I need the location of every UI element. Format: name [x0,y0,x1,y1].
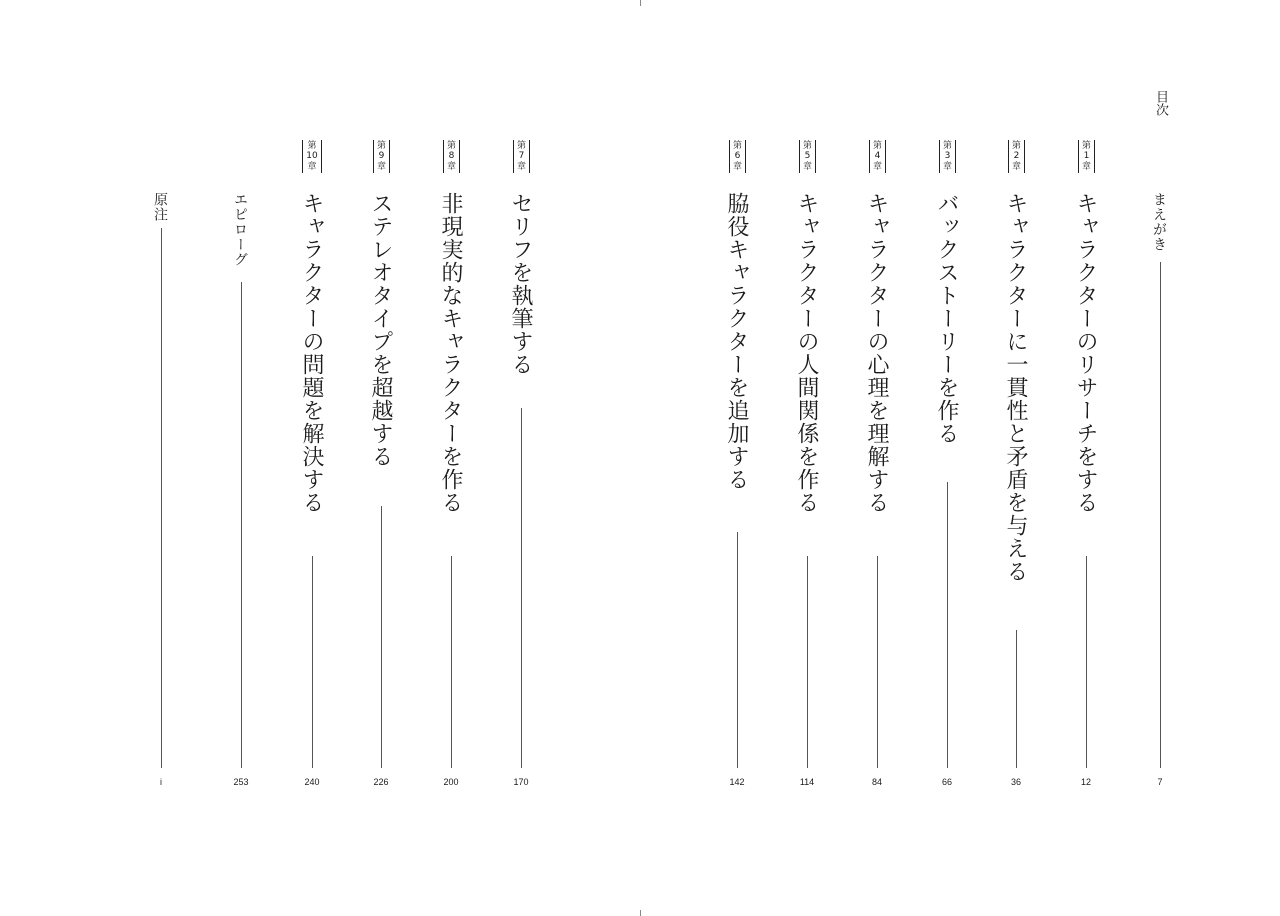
entry-title: 非現実的なキャラクターを作る [438,192,463,514]
entry-title: 原注 [152,192,168,222]
page-number: 170 [513,777,529,787]
leader-line [161,228,162,768]
page-number: i [160,777,162,787]
chapter-number-badge: 第 8 章 [443,140,460,173]
page-number: 142 [729,777,745,787]
chapter-number-badge: 第 10 章 [302,140,322,173]
crop-mark-top [640,0,641,6]
leader-line [451,556,452,768]
chapter-number-badge: 第 9 章 [373,140,390,173]
chapter-number-badge: 第 6 章 [729,140,746,173]
entry-title: バックストーリーを作る [934,192,959,445]
crop-mark-bottom [640,910,641,916]
page-number: 84 [871,777,882,787]
leader-line [1160,262,1161,768]
page-number: 253 [233,777,249,787]
leader-line [947,482,948,768]
leader-line [807,556,808,768]
entry-title: キャラクターの人間関係を作る [794,192,819,514]
entry-title: キャラクターのリサーチをする [1073,192,1098,514]
leader-line [312,556,313,768]
entry-title: キャラクターの心理を理解する [864,192,889,514]
leader-line [241,282,242,768]
leader-line [737,532,738,768]
page-number: 36 [1010,777,1021,787]
entry-title: エピローグ [232,192,248,267]
entry-title: まえがき [1151,192,1167,252]
leader-line [1016,630,1017,768]
leader-line [521,408,522,768]
leader-line [1086,556,1087,768]
page-number: 114 [799,777,815,787]
page-number: 226 [373,777,389,787]
page-number: 200 [443,777,459,787]
page-number: 240 [304,777,320,787]
chapter-number-badge: 第 1 章 [1078,140,1095,173]
page-number: 7 [1157,777,1163,787]
chapter-number-badge: 第 7 章 [513,140,530,173]
leader-line [877,556,878,768]
entry-title: キャラクターに一貫性と矛盾を与える [1003,192,1028,583]
leader-line [381,506,382,768]
entry-title: キャラクターの問題を解決する [299,192,324,514]
toc-heading: 目次 [1153,90,1168,116]
page-number: 12 [1080,777,1091,787]
entry-title: 脇役キャラクターを追加する [724,192,749,491]
page-number: 66 [941,777,952,787]
chapter-number-badge: 第 3 章 [939,140,956,173]
chapter-number-badge: 第 5 章 [799,140,816,173]
chapter-number-badge: 第 4 章 [869,140,886,173]
entry-title: セリフを執筆する [508,192,533,376]
chapter-number-badge: 第 2 章 [1008,140,1025,173]
entry-title: ステレオタイプを超越する [368,192,393,468]
